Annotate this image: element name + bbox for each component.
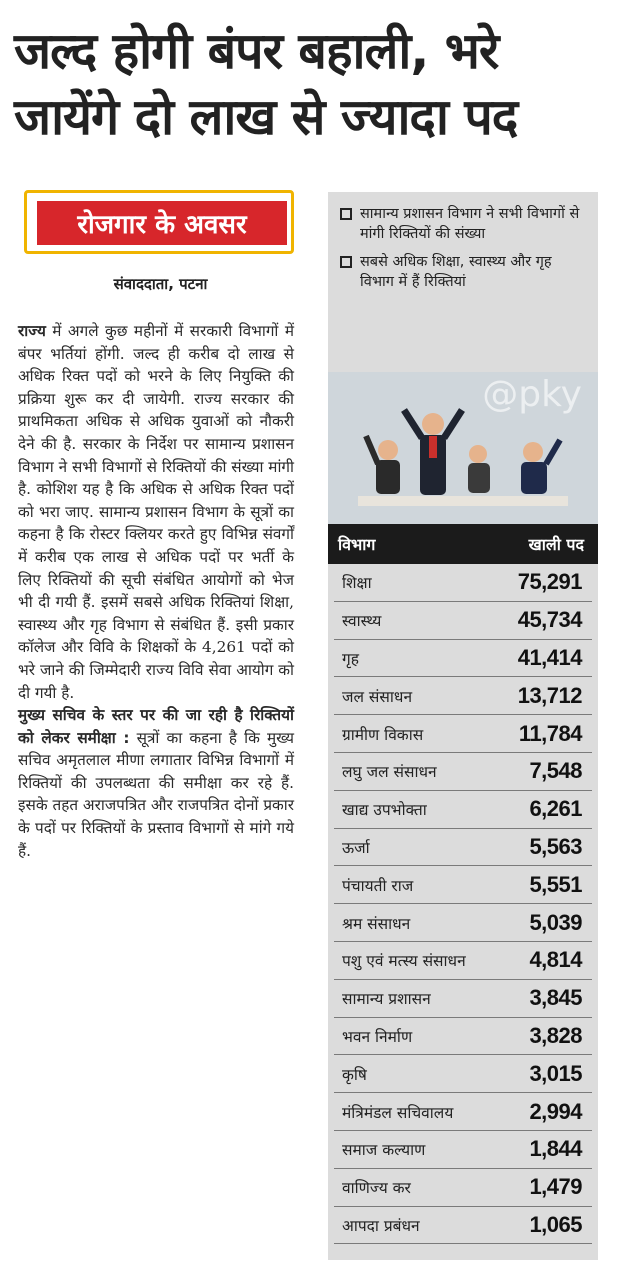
department-name: जल संसाधन <box>342 687 413 706</box>
office-workers-illustration <box>328 372 598 524</box>
table-row <box>334 1169 592 1207</box>
department-name: भवन निर्माण <box>342 1027 413 1046</box>
section-tag: रोजगार के अवसर <box>37 201 287 245</box>
table-body <box>328 564 598 1244</box>
table-row <box>334 1131 592 1169</box>
article-column <box>18 190 303 862</box>
headline-line-2: जायेंगे दो लाख से ज्यादा पद <box>14 88 518 146</box>
vacancy-count: 45,734 <box>517 607 582 633</box>
department-name: शिक्षा <box>342 574 372 593</box>
paragraph-1: में अगले कुछ महीनों में सरकारी विभागों में बंपर भर्तियां होंगी. जल्द ही करीब दो लाख से अधिक रिक्त पदों को भरने के लिए नियुक्ति की प्रक्रिया शुरू कर दी जायेगी. राज्य सरकार की प्राथमिकता अधिक से अधिक युवाओं को नौकरी देने की है. सरकार के निर्देश पर सामान्य प्रशासन विभाग ने सभी विभागों से रिक्तियों की संख्या मांगी है. कोशिश यह है कि अधिक से अधिक रिक्त पदों को भरा जाए. सामान्य प्रशासन विभाग के सूत्रों का कहना है कि रोस्टर क्लियर करते हुए विभिन्न संवर्गों में करीब एक लाख से अधिक पदों पर भर्ती के लिए रिक्तियों की सूची संबंधित आयोगों को भेज भी दी गयी हैं. इसमें सबसे अधिक रिक्तियां शिक्षा, स्वास्थ्य और गृह विभाग से संबंधित हैं. इसी प्रकार कॉलेज और विवि के शिक्षकों के 4,261 पदों को भरे जाने की जिम्मेदारी राज्य विवि सेवा आयोग को दी गयी है. <box>18 322 294 702</box>
vacancy-count: 1,844 <box>529 1136 582 1162</box>
vacancy-count: 5,551 <box>529 871 582 897</box>
table-row <box>334 1093 592 1131</box>
vacancy-count: 3,828 <box>529 1022 582 1048</box>
department-name: पशु एवं मत्स्य संसाधन <box>342 952 466 971</box>
table-row <box>334 715 592 753</box>
vacancy-count: 5,039 <box>529 909 582 935</box>
table-row <box>334 753 592 791</box>
vacancy-count: 4,814 <box>529 947 582 973</box>
table-row <box>334 791 592 829</box>
vacancy-count: 11,784 <box>518 720 582 746</box>
highlights <box>328 192 598 372</box>
vacancy-count: 1,479 <box>529 1174 582 1200</box>
vacancy-count: 3,845 <box>529 985 582 1011</box>
headline <box>14 18 608 150</box>
vacancy-count: 6,261 <box>529 796 582 822</box>
vacancy-count: 5,563 <box>529 833 582 859</box>
vacancy-count: 1,065 <box>529 1211 582 1237</box>
checkbox-bullet-icon <box>340 208 352 220</box>
table-row <box>334 942 592 980</box>
lead-word: राज्य <box>18 322 46 340</box>
vacancy-count: 41,414 <box>517 644 582 670</box>
highlight-item <box>338 252 588 292</box>
department-name: ग्रामीण विकास <box>342 725 424 744</box>
sidebar-box <box>328 192 598 1260</box>
byline: संवाददाता, पटना <box>113 275 208 293</box>
department-name: वाणिज्य कर <box>342 1179 411 1198</box>
table-row <box>334 677 592 715</box>
table-row <box>334 1018 592 1056</box>
department-name: ऊर्जा <box>342 838 370 857</box>
paragraph-2: सूत्रों का कहना है कि मुख्य सचिव अमृतलाल मीणा लगातार विभिन्न विभागों में रिक्तियों की उपलब्धता की समीक्षा कर रहे हैं. इसके तहत अराजपत्रित और राजपत्रित दोनों प्रकार के पदों पर रिक्तियों के प्रस्ताव विभागों से मांगे गये हैं. <box>18 728 294 860</box>
vacancy-count: 7,548 <box>529 758 582 784</box>
table-row <box>334 1055 592 1093</box>
table-row <box>334 640 592 678</box>
section-tag-frame <box>24 190 294 254</box>
table-row <box>334 904 592 942</box>
headline-line-1: जल्द होगी बंपर बहाली, भरे <box>14 22 499 80</box>
table-row <box>334 866 592 904</box>
highlight-text: सबसे अधिक शिक्षा, स्वास्थ्य और गृह विभाग में हैं रिक्तियां <box>360 254 552 290</box>
highlight-text: सामान्य प्रशासन विभाग ने सभी विभागों से मांगी रिक्तियों की संख्या <box>360 206 580 242</box>
checkbox-bullet-icon <box>340 256 352 268</box>
department-name: पंचायती राज <box>342 876 414 895</box>
table-header <box>328 524 598 564</box>
subheading: मुख्य सचिव के स्तर पर की जा रही है रिक्तियों को लेकर समीक्षा : <box>18 706 294 747</box>
vacancy-count: 75,291 <box>517 569 582 595</box>
header-department: विभाग <box>338 535 376 554</box>
table-row <box>334 980 592 1018</box>
table-row <box>334 1207 592 1245</box>
department-name: सामान्य प्रशासन <box>342 990 431 1009</box>
department-name: आपदा प्रबंधन <box>342 1216 420 1235</box>
table-row <box>334 602 592 640</box>
table-row <box>334 829 592 867</box>
vacancy-count: 2,994 <box>529 1098 582 1124</box>
department-name: लघु जल संसाधन <box>342 763 437 782</box>
table-row <box>334 564 592 602</box>
highlight-item <box>338 204 588 244</box>
department-name: स्वास्थ्य <box>342 612 382 631</box>
header-vacancies: खाली पद <box>528 535 584 554</box>
vacancy-count: 13,712 <box>517 682 582 708</box>
department-name: समाज कल्याण <box>342 1141 426 1160</box>
department-name: खाद्य उपभोक्ता <box>342 801 427 820</box>
vacancy-count: 3,015 <box>529 1060 582 1086</box>
watermark: @pky <box>482 374 582 415</box>
vacancy-table <box>328 524 598 1244</box>
article-body <box>18 320 294 862</box>
department-name: कृषि <box>342 1065 367 1084</box>
department-name: मंत्रिमंडल सचिवालय <box>342 1103 454 1122</box>
department-name: श्रम संसाधन <box>342 914 411 933</box>
department-name: गृह <box>342 649 359 668</box>
